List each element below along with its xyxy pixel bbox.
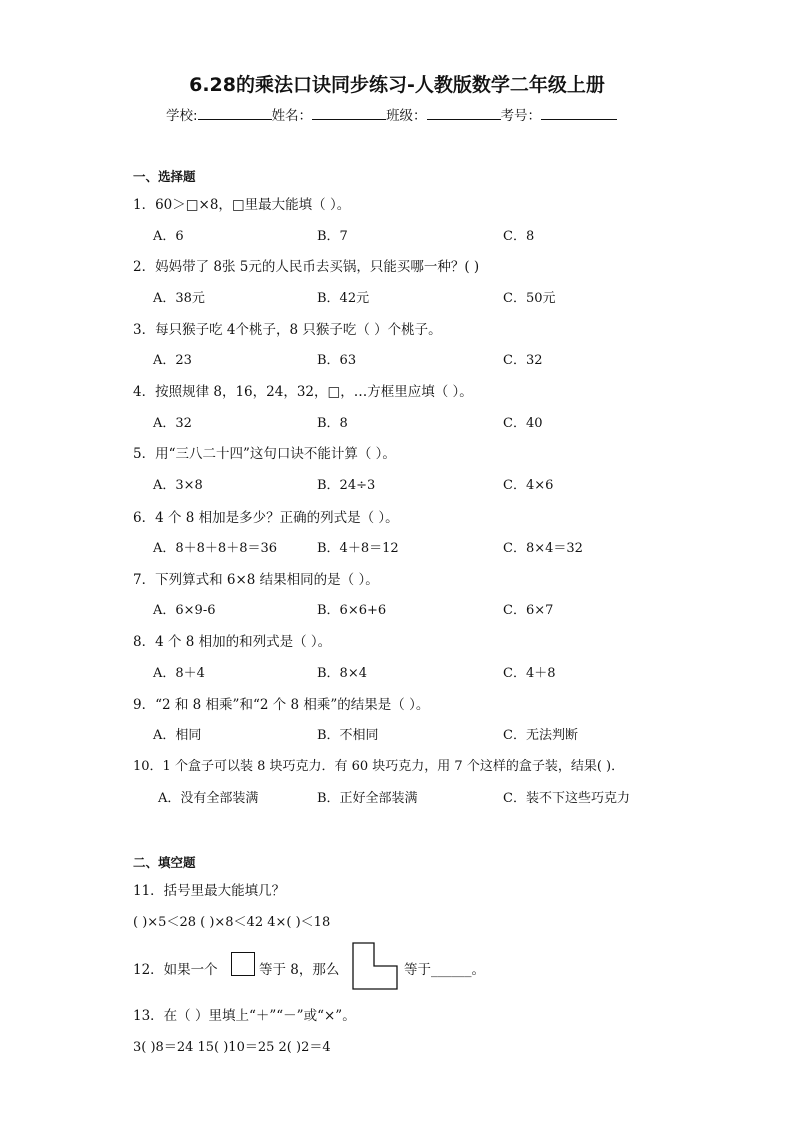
school-label: 学校: (166, 108, 198, 124)
option-1b: B．7 (317, 229, 348, 244)
option-2a: A．38元 (153, 291, 205, 306)
question-4: 4．按照规律 8，16，24，32，□，…方框里应填（ ）。 (133, 384, 473, 400)
option-3a: A．23 (153, 353, 192, 368)
question-5: 5．用“三八二十四”这句口诀不能计算（ ）。 (133, 446, 396, 462)
option-8b: B．8×4 (317, 666, 367, 681)
section-heading-choice: 一、选择题 (133, 169, 196, 184)
option-4a: A．32 (153, 416, 192, 431)
exam-no-blank (541, 105, 617, 120)
question-1: 1．60＞□×8，□里最大能填（ ）。 (133, 197, 351, 213)
question-6: 6．4 个 8 相加是多少？正确的列式是（ ）。 (133, 510, 399, 526)
question-13-expressions: 3( )8＝24 15( )10＝25 2( )2＝4 (133, 1040, 331, 1055)
question-9: 9．“2 和 8 相乘”和“2 个 8 相乘”的结果是（ ）。 (133, 697, 430, 713)
question-12-part-2: 等于 8，那么 (259, 962, 340, 978)
option-8a: A．8＋4 (153, 666, 205, 681)
option-1a: A．6 (153, 229, 184, 244)
school-blank (198, 105, 272, 120)
square-shape (231, 952, 255, 976)
exam-no-label: 考号： (500, 108, 542, 124)
option-1c: C．8 (503, 229, 535, 244)
option-9a: A．相同 (153, 728, 202, 743)
question-2: 2．妈妈带了 8张 5元的人民币去买锅，只能买哪一种？( ) (133, 259, 480, 275)
name-blank (312, 105, 386, 120)
class-label: 班级： (386, 108, 427, 124)
option-6a: A．8＋8＋8＋8＝36 (153, 541, 278, 556)
option-5c: C．4×6 (503, 478, 554, 493)
question-3: 3．每只猴子吃 4个桃子，8 只猴子吃（ ）个桃子。 (133, 322, 442, 338)
option-9b: B．不相同 (317, 728, 379, 743)
class-blank (427, 105, 501, 120)
question-8: 8．4 个 8 相加的和列式是（ ）。 (133, 634, 332, 650)
option-5b: B．24÷3 (317, 478, 376, 493)
option-6c: C．8×4＝32 (503, 541, 583, 556)
l-shape-figure (352, 942, 398, 990)
question-11: 11．括号里最大能填几？ (133, 883, 286, 899)
option-3b: B．63 (317, 353, 357, 368)
option-8c: C．4＋8 (503, 666, 556, 681)
question-12-part-3: 等于______。 (404, 962, 485, 978)
option-10a: A．没有全部装满 (158, 791, 259, 806)
question-12-part-1: 12．如果一个 (133, 962, 218, 978)
option-7b: B．6×6+6 (317, 603, 387, 618)
option-4c: C．40 (503, 416, 543, 431)
option-2c: C．50元 (503, 291, 556, 306)
section-heading-fill: 二、填空题 (133, 855, 196, 870)
page-title: 6.28的乘法口诀同步练习-人教版数学二年级上册 (189, 74, 605, 96)
question-10: 10．1 个盒子可以装 8 块巧克力．有 60 块巧克力，用 7 个这样的盒子装，结果( )． (133, 759, 625, 774)
option-9c: C．无法判断 (503, 728, 578, 743)
option-10b: B．正好全部装满 (317, 791, 418, 806)
option-2b: B．42元 (317, 291, 370, 306)
question-13: 13．在（ ）里填上“＋”“－”或“×”。 (133, 1008, 356, 1024)
option-5a: A．3×8 (153, 478, 203, 493)
name-label: 姓名： (271, 108, 313, 124)
option-7a: A．6×9-6 (153, 603, 216, 618)
option-4b: B．8 (317, 416, 348, 431)
option-6b: B．4＋8＝12 (317, 541, 399, 556)
option-3c: C．32 (503, 353, 543, 368)
question-11-expressions: ( )×5＜28 ( )×8＜42 4×( )＜18 (133, 915, 331, 930)
option-10c: C．装不下这些巧克力 (503, 791, 630, 806)
question-7: 7．下列算式和 6×8 结果相同的是（ ）。 (133, 572, 379, 588)
option-7c: C．6×7 (503, 603, 554, 618)
student-info-line (166, 104, 617, 124)
